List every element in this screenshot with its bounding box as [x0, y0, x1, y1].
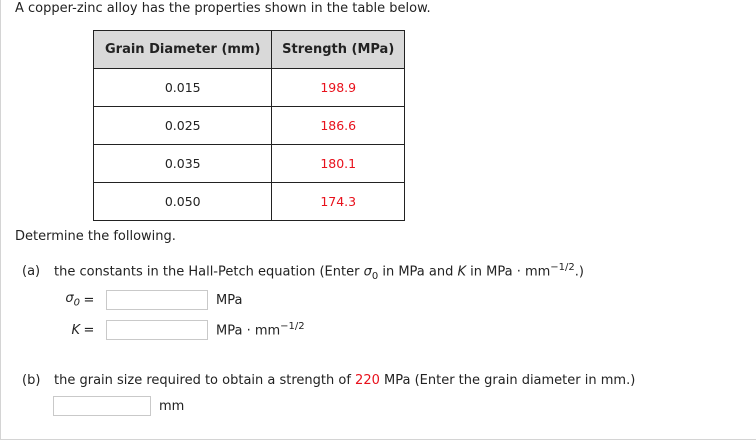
sigma-unit: MPa: [216, 292, 243, 308]
k-row-var: K: [71, 322, 80, 338]
part-a-close: .): [574, 264, 584, 280]
sigma-row-label: [52, 291, 80, 309]
table-row: [94, 107, 405, 145]
strength-cell: 198.9: [272, 69, 405, 107]
grain-diameter-cell: 0.035: [94, 145, 272, 183]
grain-size-unit: mm: [159, 398, 185, 414]
sigma0-input[interactable]: [106, 290, 208, 310]
equals-sign: =: [83, 322, 95, 338]
k-unit-exp: −1/2: [280, 321, 305, 333]
part-b-question: [22, 373, 635, 388]
sigma-answer-row: [52, 290, 242, 310]
header-grain-diameter: Grain Diameter (mm): [94, 31, 272, 69]
k-unit-text: MPa · mm: [216, 323, 281, 339]
part-a-text-after: in MPa · mm: [466, 264, 551, 280]
equals-sign: =: [83, 292, 95, 308]
part-b-label: (b): [22, 373, 41, 388]
part-b-text-after: MPa (Enter the grain diameter in mm.): [379, 373, 636, 388]
part-a-label: (a): [22, 264, 41, 280]
intro-text: A copper-zinc alloy has the properties shown in the table below.: [15, 1, 431, 16]
table-row: [94, 145, 405, 183]
grain-size-answer-row: [53, 396, 184, 416]
grain-diameter-cell: 0.025: [94, 107, 272, 145]
strength-cell: 174.3: [272, 183, 405, 221]
grain-size-input[interactable]: [53, 396, 151, 416]
k-unit: [216, 321, 305, 338]
sigma-subscript: 0: [371, 270, 379, 282]
header-strength: Strength (MPa): [272, 31, 405, 69]
sigma-symbol: σ: [363, 264, 372, 280]
part-a-exponent: −1/2: [550, 262, 575, 273]
grain-diameter-cell: 0.050: [94, 183, 272, 221]
table-row: [94, 69, 405, 107]
properties-table: [93, 30, 405, 221]
sigma-row-var: σ: [65, 291, 74, 307]
target-strength: 220: [355, 373, 380, 388]
k-symbol: K: [457, 264, 467, 280]
strength-cell: 180.1: [272, 145, 405, 183]
table-row: [94, 183, 405, 221]
k-answer-row: [52, 320, 305, 340]
sigma-row-sub: 0: [73, 297, 80, 309]
grain-diameter-cell: 0.015: [94, 69, 272, 107]
determine-heading: Determine the following.: [15, 229, 176, 244]
part-a-text-mid: in MPa and: [378, 264, 458, 280]
part-a-text-before: the constants in the Hall-Petch equation (Enter: [54, 264, 364, 280]
part-a-question: [22, 262, 584, 282]
k-input[interactable]: [106, 320, 208, 340]
part-b-text-before: the grain size required to obtain a strength of: [54, 373, 356, 388]
strength-cell: 186.6: [272, 107, 405, 145]
